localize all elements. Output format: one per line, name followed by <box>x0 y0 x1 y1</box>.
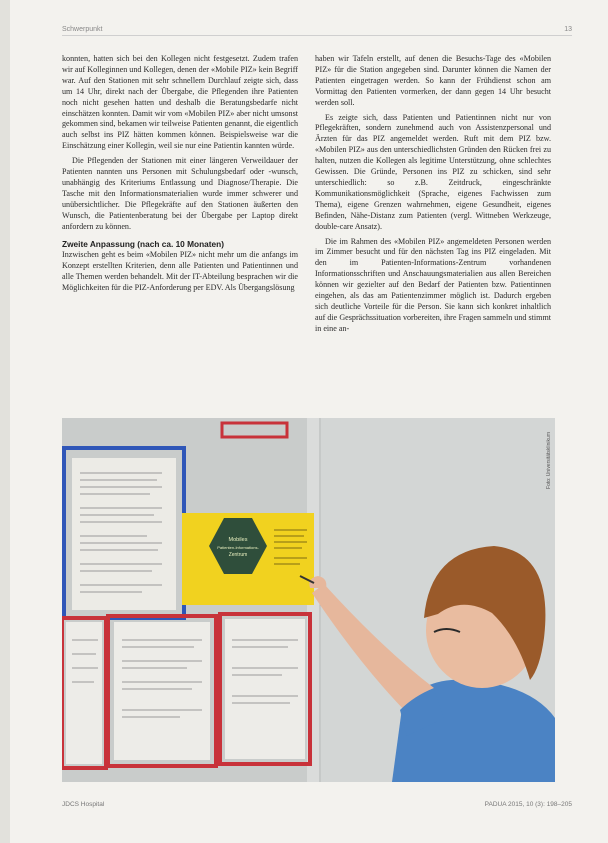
page-edge <box>0 0 10 843</box>
right-column <box>315 54 551 335</box>
section-heading: Zweite Anpassung (nach ca. 10 Monaten) <box>62 238 224 249</box>
paragraph: konnten, hatten sich bei den Kollegen nicht festgesetzt. Zudem trafen wir auf Kolleginnen und Kollegen, denen der «Mobile PIZ» kein Begriff war. Auf den Stationen mit sehr schnellem Durchlauf zeigte sich, dass um 14 Uhr, direkt nach der Übergabe, die Pflegenden ihre Patienten noch nicht gesehen hatten und deshalb die Beratungsbedarfe nicht einschätzen konnten. Damit wir vom «Mobilen PIZ» aber nicht umsonst gekommen sind, bekamen wir teilweise Patienten genannt, die eigentlich auch selbst ins PIZ hätten kommen können. Beispielsweise war die Einschätzung einer Kollegin, weil sie nur eine Patientin kannten würde. <box>62 54 298 151</box>
paragraph: Die im Rahmen des «Mobilen PIZ» angemeldeten Personen werden im Zimmer besucht und für den nächsten Tag ins PIZ eingeladen. Mit den im Patienten-Informations-Zentrum vorhandenen Informationsschriften und Anschauungsmaterialien aus allen Bereichen können wir gezielter auf den Bedarf der Patienten bzw. Patientinnen eingehen, als das am Patientenzimmer möglich ist. Dadurch ergeben sich deutliche Vorteile für die Person. Sie kann sich konkret inhaltlich auf die Gesprächssituation vorbereiten, ihre Fragen sammeln und stimmt in eine an- <box>315 236 551 333</box>
page-number: 13 <box>564 26 572 33</box>
paragraph: Es zeigte sich, dass Patienten und Patientinnen nicht nur von Pflegekräften, sondern zunehmend auch von Assistenzpersonal und Ärzten für das PIZ angemeldet werden. Ruft mit dem PIZ bzw. «Mobilen PIZ» aus den unterschiedlichsten Gründen den Rücken frei zu halten, nutzen die Kollegen als legitime Unterstützung, ohne schlechtes Gewissen. Die Gründe, Personen ins PIZ zu schicken, sind sehr unterschiedlich: so z.B. Zeitdruck, eingeschränkte Kommunikationsmöglichkeit (Sprache, eigenes Fachwissen zum Thema), eigene Grenzen wahrnehmen, eigene Gesundheit, eigenes Befinden, Nähe-Distanz zum Patienten (vergl. Wittneben Werkzeuge, double-care Ansatz). <box>315 112 551 231</box>
footer-right: PADUA 2015, 10 (3): 198–205 <box>484 801 572 808</box>
footer-left: JDCS Hospital <box>62 801 105 808</box>
section-label: Schwerpunkt <box>62 26 103 33</box>
photo-illustration <box>62 418 555 782</box>
hexagon-text-3: Zentrum <box>228 552 248 558</box>
running-header <box>62 26 572 36</box>
left-column <box>62 54 298 294</box>
hexagon-text-2: Patienten-Informations- <box>217 545 259 550</box>
paragraph: Die Pflegenden der Stationen mit einer längeren Verweildauer der Patienten nannten uns Personen mit Schulungsbedarf oder -wunsch, unabhängig des Kriteriums Entlassung und Diagnose/Therapie. Die Tasche mit den Informationsmaterialien wurde immer schwerer und unübersichtlicher. Die Pflegekräfte auf den Stationen äußerten den Wunsch, die Patientenberatung bei der Übergabe per Laptop direkt anfordern zu können. <box>62 156 298 231</box>
hexagon-text-1: Mobiles <box>228 537 248 543</box>
paragraph: haben wir Tafeln erstellt, auf denen die Besuchs-Tage des «Mobilen PIZ» für die Station angegeben sind. Darunter können die Namen der Patienten eingetragen werden. So kann der Frühdienst schon am Vormittag den Patienten vormerken, der dann gegen 14 Uhr besucht werden soll. <box>315 54 551 107</box>
photo-credit: Foto: Universitätsklinikum <box>546 432 552 489</box>
figure-photo <box>62 418 555 782</box>
paragraph: Inzwischen geht es beim «Mobilen PIZ» nicht mehr um die anfangs im Konzept erstellten Kriterien, denn alle Patienten und Patientinnen und alle Themen werden behandelt. Mit der IT-Abteilung besprachen wir die Möglichkeiten für die PIZ-Anforderung per EDV. Als Übergangslösung <box>62 250 298 293</box>
running-footer <box>62 801 572 808</box>
